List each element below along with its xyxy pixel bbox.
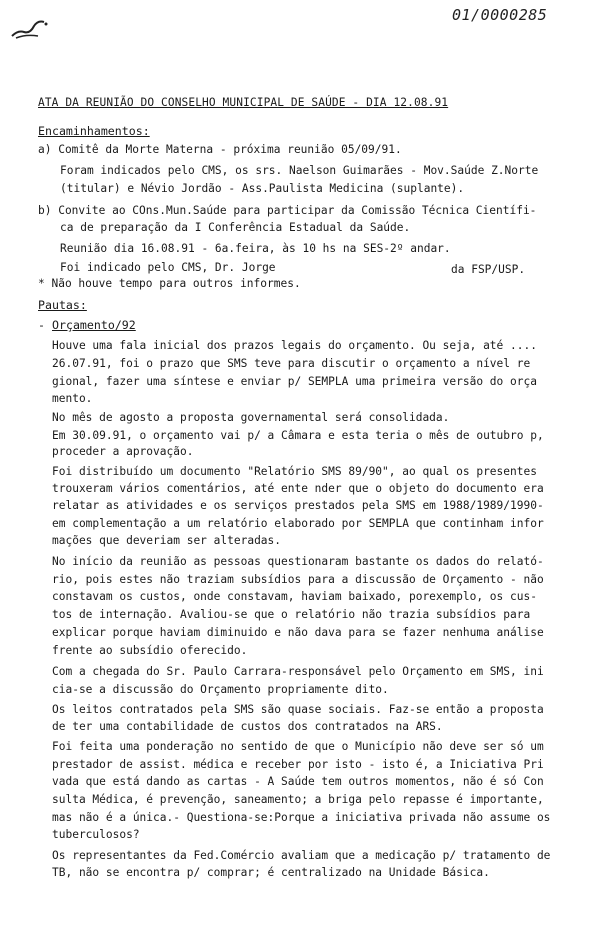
pauta-line: 26.07.91, foi o prazo que SMS teve para discutir o orçamento a nível re: [52, 357, 531, 370]
pauta-line: frente ao subsídio oferecido.: [52, 644, 248, 657]
enc-line: a) Comitê da Morte Materna - próxima reunião 05/09/91.: [38, 143, 402, 156]
pauta-line: No mês de agosto a proposta governamental será consolidada.: [52, 411, 450, 424]
enc-line: Foi indicado pelo CMS, Dr. Jorge: [60, 261, 276, 274]
enc-line: (titular) e Névio Jordão - Ass.Paulista Medicina (suplante).: [60, 182, 465, 195]
pauta-line: mações que deveriam ser alteradas.: [52, 534, 282, 547]
pautas-heading: Pautas:: [38, 298, 87, 312]
pauta-line: explicar porque haviam diminuido e não dava para se fazer nenhuma análise: [52, 626, 544, 639]
pauta-line: vada que está dando as cartas - A Saúde tem outros momentos, não é só Con: [52, 775, 544, 788]
pauta-line: trouxeram vários comentários, até ente nder que o objeto do documento era: [52, 482, 544, 495]
page-title: ATA DA REUNIÃO DO CONSELHO MUNICIPAL DE SAÚDE - DIA 12.08.91: [38, 96, 449, 109]
pauta-line: em complementação a um relatório elaborado por SEMPLA que continham infor: [52, 517, 544, 530]
document-id: 01/0000285: [452, 6, 548, 24]
pauta-line: sulta Médica, é prevenção, saneamento; a briga pelo repasse é importante,: [52, 793, 544, 806]
pauta-line: Os representantes da Fed.Comércio avaliam que a medicação p/ tratamento de: [52, 849, 551, 862]
handwritten-mark-icon: [8, 12, 52, 42]
pauta-line: Os leitos contratados pela SMS são quase sociais. Faz-se então a proposta: [52, 703, 544, 716]
pauta-line: proceder a aprovação.: [52, 445, 194, 458]
pauta-line: rio, pois estes não traziam subsídios para a discussão de Orçamento - não: [52, 573, 544, 586]
pauta-line: tuberculosos?: [52, 828, 140, 841]
enc-line: da FSP/USP.: [451, 263, 526, 276]
orcamento-heading: Orçamento/92: [52, 318, 136, 332]
pauta-line: tos de internação. Avaliou-se que o relatório não trazia subsídios para: [52, 608, 531, 621]
enc-line: Reunião dia 16.08.91 - 6a.feira, às 10 hs na SES-2º andar.: [60, 242, 451, 255]
list-bullet: -: [38, 318, 45, 332]
enc-line: b) Convite ao COns.Mun.Saúde para participar da Comissão Técnica Científi-: [38, 204, 537, 217]
enc-line: ca de preparação da I Conferência Estadual da Saúde.: [60, 221, 411, 234]
pauta-line: relatar as atividades e os serviços prestados pela SMS em 1988/1989/1990-: [52, 499, 544, 512]
pauta-line: prestador de assist. médica e receber por isto - isto é, a Iniciativa Pri: [52, 758, 544, 771]
pauta-line: mento.: [52, 392, 93, 405]
pauta-line: cia-se a discussão do Orçamento propriamente dito.: [52, 683, 389, 696]
pauta-line: constavam os custos, onde constavam, haviam baixado, porexemplo, os cus-: [52, 590, 537, 603]
pauta-line: de ter uma contabilidade de custos dos contratados na ARS.: [52, 720, 443, 733]
pauta-line: TB, não se encontra p/ comprar; é centralizado na Unidade Básica.: [52, 866, 490, 879]
pauta-line: Houve uma fala inicial dos prazos legais do orçamento. Ou seja, até ....: [52, 339, 537, 352]
encaminhamentos-heading: Encaminhamentos:: [38, 124, 150, 138]
pauta-line: Em 30.09.91, o orçamento vai p/ a Câmara e esta teria o mês de outubro p,: [52, 429, 544, 442]
pauta-line: Foi distribuído um documento "Relatório SMS 89/90", ao qual os presentes: [52, 465, 537, 478]
enc-line: Foram indicados pelo CMS, os srs. Naelson Guimarães - Mov.Saúde Z.Norte: [60, 164, 539, 177]
pauta-line: No início da reunião as pessoas questionaram bastante os dados do relató-: [52, 555, 544, 568]
pauta-line: gional, fazer uma síntese e enviar p/ SEMPLA uma primeira versão do orça: [52, 375, 537, 388]
pauta-line: Foi feita uma ponderação no sentido de que o Município não deve ser só um: [52, 740, 544, 753]
pauta-line: Com a chegada do Sr. Paulo Carrara-responsável pelo Orçamento em SMS, ini: [52, 665, 544, 678]
enc-line: * Não houve tempo para outros informes.: [38, 277, 301, 290]
pauta-line: mas não é a única.- Questiona-se:Porque a iniciativa privada não assume os: [52, 811, 551, 824]
